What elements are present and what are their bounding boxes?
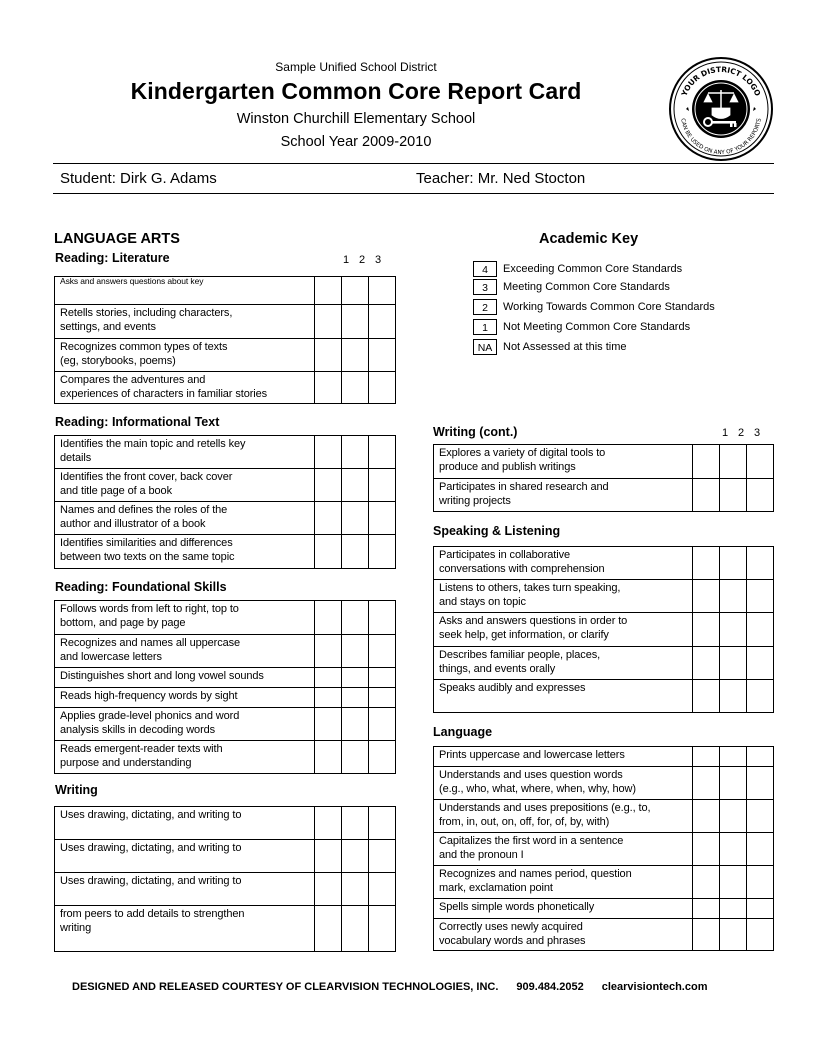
grade-cell-2[interactable] [342, 668, 369, 688]
standard-line: and title page of a book [60, 484, 172, 497]
grade-cell-3[interactable] [369, 305, 396, 339]
standard-line: Participates in shared research and [439, 481, 609, 493]
standard-line: details [60, 451, 92, 464]
grade-cell-3[interactable] [747, 747, 774, 767]
standard-description [55, 873, 315, 906]
grade-cell-3[interactable] [369, 635, 396, 668]
standard-line: purpose and understanding [60, 756, 192, 769]
grade-cell-3[interactable] [747, 866, 774, 899]
district-logo-seal [668, 56, 774, 162]
grade-cell-1[interactable] [693, 919, 720, 951]
grade-cell-1[interactable] [315, 372, 342, 404]
standard-row [55, 708, 396, 741]
standard-line: settings, and events [60, 320, 156, 333]
standard-line: author and illustrator of a book [60, 517, 206, 530]
column-2-label: 2 [358, 254, 366, 266]
page-title: Kindergarten Common Core Report Card [130, 78, 582, 104]
standard-line: produce and publish writings [439, 460, 576, 473]
standard-row [434, 680, 774, 713]
standard-description [434, 647, 693, 680]
standard-row [55, 688, 396, 708]
standard-row [434, 866, 774, 899]
grade-cell-3[interactable] [747, 767, 774, 800]
standard-row [434, 647, 774, 680]
grade-cell-3[interactable] [369, 807, 396, 840]
standard-line: vocabulary words and phrases [439, 934, 586, 947]
footer [72, 981, 707, 993]
standard-line: Prints uppercase and lowercase letters [439, 749, 625, 761]
grade-cell-1[interactable] [315, 469, 342, 502]
grade-cell-3[interactable] [369, 840, 396, 873]
standard-row [55, 873, 396, 906]
grade-cell-2[interactable] [342, 708, 369, 741]
grade-cell-1[interactable] [315, 840, 342, 873]
standard-line: Understands and uses prepositions (e.g., to, [439, 802, 651, 814]
grade-cell-2[interactable] [720, 647, 747, 680]
grade-cell-2[interactable] [342, 502, 369, 535]
standard-line: Recognizes common types of texts [60, 341, 228, 353]
grade-cell-1[interactable] [693, 547, 720, 580]
svg-text:YOUR DISTRICT LOGO: YOUR DISTRICT LOGO [679, 64, 763, 98]
grade-cell-1[interactable] [315, 601, 342, 635]
svg-text:CAN BE USED ON ANY OF YOUR REP: CAN BE USED ON ANY OF YOUR REPORTS [679, 117, 763, 157]
standard-line: Spells simple words phonetically [439, 901, 595, 913]
grade-cell-2[interactable] [720, 580, 747, 613]
standard-description [55, 535, 315, 569]
standard-description [55, 635, 315, 668]
grade-cell-2[interactable] [720, 479, 747, 512]
standard-line: and the pronoun I [439, 848, 524, 861]
grade-cell-1[interactable] [693, 680, 720, 713]
standard-line: seek help, get information, or clarify [439, 628, 609, 641]
language-arts-heading: LANGUAGE ARTS [54, 231, 180, 247]
standard-line: Uses drawing, dictating, and writing to [60, 842, 242, 854]
grade-cell-1[interactable] [693, 800, 720, 833]
standard-line: mark, exclamation point [439, 881, 553, 894]
standard-description [434, 800, 693, 833]
standard-line: Names and defines the roles of the [60, 504, 228, 516]
standard-description [55, 668, 315, 688]
grade-cell-3[interactable] [747, 833, 774, 866]
standard-description [55, 502, 315, 535]
standard-row [55, 469, 396, 502]
standard-description [55, 601, 315, 635]
column-3-label: 3 [753, 427, 761, 439]
grade-cell-3[interactable] [747, 479, 774, 512]
grade-cell-3[interactable] [369, 668, 396, 688]
standard-row [434, 919, 774, 951]
grade-cell-3[interactable] [747, 680, 774, 713]
standard-row [55, 668, 396, 688]
grade-cell-2[interactable] [720, 866, 747, 899]
divider-top [53, 163, 774, 164]
key-code-box: NA [473, 339, 497, 355]
student-name: Student: Dirk G. Adams [60, 170, 217, 187]
language-table [433, 746, 774, 951]
grade-column-numbers-right [717, 427, 765, 439]
standard-description [55, 305, 315, 339]
grade-cell-1[interactable] [693, 445, 720, 479]
standard-row [55, 277, 396, 305]
standard-row [55, 906, 396, 952]
grade-cell-3[interactable] [747, 547, 774, 580]
standard-line: Reads emergent-reader texts with [60, 743, 223, 755]
grade-cell-3[interactable] [747, 580, 774, 613]
standard-row [434, 833, 774, 866]
standard-line: Uses drawing, dictating, and writing to [60, 809, 242, 821]
standard-description [434, 580, 693, 613]
standard-line: (e.g., who, what, where, when, why, how) [439, 782, 636, 795]
standard-row [434, 445, 774, 479]
standard-description [55, 688, 315, 708]
standard-row [434, 580, 774, 613]
language-heading: Language [433, 725, 493, 739]
grade-cell-1[interactable] [315, 635, 342, 668]
key-label: Not Meeting Common Core Standards [503, 321, 691, 333]
grade-cell-1[interactable] [693, 479, 720, 512]
column-1-label: 1 [721, 427, 729, 439]
key-label: Not Assessed at this time [503, 341, 627, 353]
writing-table [54, 806, 396, 952]
standard-row [55, 840, 396, 873]
grade-cell-2[interactable] [342, 436, 369, 469]
reading-foundational-heading: Reading: Foundational Skills [55, 580, 227, 594]
standard-line: Retells stories, including characters, [60, 307, 233, 319]
standard-line: Identifies the main topic and retells key [60, 438, 246, 450]
standard-line: (eg, storybooks, poems) [60, 354, 176, 367]
grade-cell-2[interactable] [720, 613, 747, 647]
grade-cell-3[interactable] [369, 873, 396, 906]
standard-line: from, in, out, on, off, for, of, by, with) [439, 815, 610, 828]
standard-line: Capitalizes the first word in a sentence [439, 835, 624, 847]
grade-cell-1[interactable] [693, 747, 720, 767]
divider-bottom [53, 193, 774, 194]
standard-description [55, 372, 315, 404]
standard-line: Compares the adventures and [60, 374, 206, 386]
standard-description [434, 866, 693, 899]
standard-row [55, 502, 396, 535]
standard-row [434, 800, 774, 833]
key-label: Meeting Common Core Standards [503, 281, 670, 293]
column-3-label: 3 [374, 254, 382, 266]
grade-cell-1[interactable] [693, 647, 720, 680]
standard-line: writing projects [439, 494, 511, 507]
standard-line: and stays on topic [439, 595, 526, 608]
grade-cell-2[interactable] [720, 899, 747, 919]
grade-cell-1[interactable] [315, 436, 342, 469]
grade-cell-2[interactable] [342, 873, 369, 906]
standard-description [434, 613, 693, 647]
key-code-box: 4 [473, 261, 497, 277]
standard-description [434, 547, 693, 580]
standard-description [55, 906, 315, 952]
grade-cell-3[interactable] [747, 899, 774, 919]
grade-cell-2[interactable] [342, 601, 369, 635]
grade-column-numbers [338, 254, 386, 266]
grade-cell-1[interactable] [315, 741, 342, 774]
standard-row [55, 535, 396, 569]
footer-phone: 909.484.2052 [516, 981, 584, 993]
footer-site: clearvisiontech.com [601, 981, 708, 993]
grade-cell-2[interactable] [342, 535, 369, 569]
standard-line: and lowercase letters [60, 650, 162, 663]
standard-line: Follows words from left to right, top to [60, 603, 239, 615]
standard-row [55, 807, 396, 840]
grade-cell-2[interactable] [720, 919, 747, 951]
column-2-label: 2 [737, 427, 745, 439]
speaking-listening-table [433, 546, 774, 713]
standard-line: between two texts on the same topic [60, 550, 235, 563]
standard-line: Identifies the front cover, back cover [60, 471, 233, 483]
standard-row [434, 899, 774, 919]
standard-description [55, 741, 315, 774]
grade-cell-1[interactable] [315, 688, 342, 708]
standard-line: Participates in collaborative [439, 549, 571, 561]
grade-cell-1[interactable] [315, 502, 342, 535]
standard-row [55, 372, 396, 404]
standard-description [434, 833, 693, 866]
grade-cell-1[interactable] [693, 899, 720, 919]
standard-line: Asks and answers questions about key [60, 276, 204, 286]
writing-heading: Writing [55, 783, 98, 797]
standard-line: Listens to others, takes turn speaking, [439, 582, 621, 594]
grade-cell-1[interactable] [693, 866, 720, 899]
grade-cell-3[interactable] [747, 613, 774, 647]
standard-line: things, and events orally [439, 662, 556, 675]
reading-literature-heading: Reading: Literature [55, 251, 170, 265]
standard-line: Speaks audibly and expresses [439, 682, 586, 694]
standard-line: experiences of characters in familiar stories [60, 387, 268, 400]
grade-cell-1[interactable] [315, 339, 342, 372]
standard-description [434, 767, 693, 800]
academic-key-heading: Academic Key [539, 231, 639, 247]
standard-description [55, 469, 315, 502]
standard-row [55, 305, 396, 339]
standard-description [55, 840, 315, 873]
grade-cell-2[interactable] [342, 906, 369, 952]
grade-cell-3[interactable] [369, 502, 396, 535]
grade-cell-3[interactable] [369, 469, 396, 502]
grade-cell-2[interactable] [342, 277, 369, 305]
standard-description [434, 919, 693, 951]
reading-foundational-table [54, 600, 396, 774]
key-label: Working Towards Common Core Standards [503, 301, 715, 313]
grade-cell-1[interactable] [315, 906, 342, 952]
standard-line: Applies grade-level phonics and word [60, 710, 240, 722]
grade-cell-3[interactable] [369, 688, 396, 708]
writing-cont-table [433, 444, 774, 512]
grade-cell-3[interactable] [747, 919, 774, 951]
standard-line: Reads high-frequency words by sight [60, 690, 238, 702]
grade-cell-2[interactable] [342, 469, 369, 502]
standard-row [434, 747, 774, 767]
standard-line: Uses drawing, dictating, and writing to [60, 875, 242, 887]
grade-cell-1[interactable] [315, 807, 342, 840]
grade-cell-3[interactable] [369, 906, 396, 952]
writing-cont-heading: Writing (cont.) [433, 425, 518, 439]
grade-cell-1[interactable] [693, 580, 720, 613]
key-label: Exceeding Common Core Standards [503, 263, 683, 275]
key-code-box: 2 [473, 299, 497, 315]
column-1-label: 1 [342, 254, 350, 266]
grade-cell-1[interactable] [693, 833, 720, 866]
grade-cell-1[interactable] [315, 277, 342, 305]
grade-cell-1[interactable] [693, 767, 720, 800]
standard-line: Identifies similarities and differences [60, 537, 233, 549]
standard-line: bottom, and page by page [60, 616, 186, 629]
standard-description [434, 479, 693, 512]
standard-row [434, 767, 774, 800]
standard-row [434, 613, 774, 647]
standard-description [434, 680, 693, 713]
standard-row [434, 479, 774, 512]
school-name: Winston Churchill Elementary School [236, 111, 476, 127]
standard-line: Describes familiar people, places, [439, 649, 601, 661]
grade-cell-1[interactable] [315, 535, 342, 569]
reading-informational-heading: Reading: Informational Text [55, 415, 220, 429]
standard-description [55, 708, 315, 741]
speaking-listening-heading: Speaking & Listening [433, 524, 561, 538]
grade-cell-2[interactable] [342, 741, 369, 774]
grade-cell-2[interactable] [342, 840, 369, 873]
grade-cell-2[interactable] [720, 747, 747, 767]
standard-row [55, 436, 396, 469]
standard-line: from peers to add details to strengthen [60, 908, 245, 920]
standard-line: analysis skills in decoding words [60, 723, 216, 736]
grade-cell-3[interactable] [369, 535, 396, 569]
standard-description [434, 445, 693, 479]
footer-credit: DESIGNED AND RELEASED COURTESY OF CLEARVISION TECHNOLOGIES, INC. [72, 981, 499, 993]
grade-cell-3[interactable] [369, 601, 396, 635]
standard-line: conversations with comprehension [439, 562, 605, 575]
grade-cell-3[interactable] [369, 741, 396, 774]
grade-cell-3[interactable] [369, 436, 396, 469]
grade-cell-2[interactable] [342, 372, 369, 404]
grade-cell-3[interactable] [747, 445, 774, 479]
teacher-name: Teacher: Mr. Ned Stocton [416, 170, 586, 187]
grade-cell-1[interactable] [315, 305, 342, 339]
standard-row [55, 601, 396, 635]
grade-cell-2[interactable] [342, 305, 369, 339]
grade-cell-2[interactable] [342, 688, 369, 708]
standard-line: Understands and uses question words [439, 769, 623, 781]
school-year: School Year 2009-2010 [280, 134, 432, 150]
standard-line: writing [60, 921, 92, 934]
key-code-box: 3 [473, 279, 497, 295]
grade-cell-2[interactable] [720, 680, 747, 713]
grade-cell-1[interactable] [315, 668, 342, 688]
standard-description [55, 339, 315, 372]
grade-cell-2[interactable] [720, 800, 747, 833]
standard-line: Distinguishes short and long vowel sounds [60, 670, 264, 682]
grade-cell-2[interactable] [342, 807, 369, 840]
grade-cell-2[interactable] [720, 833, 747, 866]
standard-description [434, 899, 693, 919]
standard-description [55, 277, 315, 305]
key-code-box: 1 [473, 319, 497, 335]
standard-row [55, 339, 396, 372]
standard-row [55, 635, 396, 668]
grade-cell-3[interactable] [747, 800, 774, 833]
standard-line: Recognizes and names period, question [439, 868, 632, 880]
grade-cell-3[interactable] [369, 708, 396, 741]
grade-cell-3[interactable] [369, 372, 396, 404]
grade-cell-3[interactable] [369, 339, 396, 372]
grade-cell-2[interactable] [720, 767, 747, 800]
standard-row [55, 741, 396, 774]
standard-line: Explores a variety of digital tools to [439, 447, 606, 459]
grade-cell-2[interactable] [342, 635, 369, 668]
grade-cell-3[interactable] [747, 647, 774, 680]
grade-cell-1[interactable] [315, 708, 342, 741]
standard-line: Asks and answers questions in order to [439, 615, 628, 627]
district-name: Sample Unified School District [275, 60, 437, 74]
standard-line: Recognizes and names all uppercase [60, 637, 241, 649]
reading-informational-table [54, 435, 396, 569]
standard-description [434, 747, 693, 767]
standard-description [55, 807, 315, 840]
grade-cell-2[interactable] [720, 547, 747, 580]
standard-line: Correctly uses newly acquired [439, 921, 583, 933]
standard-description [55, 436, 315, 469]
grade-cell-2[interactable] [720, 445, 747, 479]
grade-cell-3[interactable] [369, 277, 396, 305]
standard-row [434, 547, 774, 580]
grade-cell-1[interactable] [315, 873, 342, 906]
grade-cell-2[interactable] [342, 339, 369, 372]
reading-literature-table [54, 276, 396, 404]
grade-cell-1[interactable] [693, 613, 720, 647]
